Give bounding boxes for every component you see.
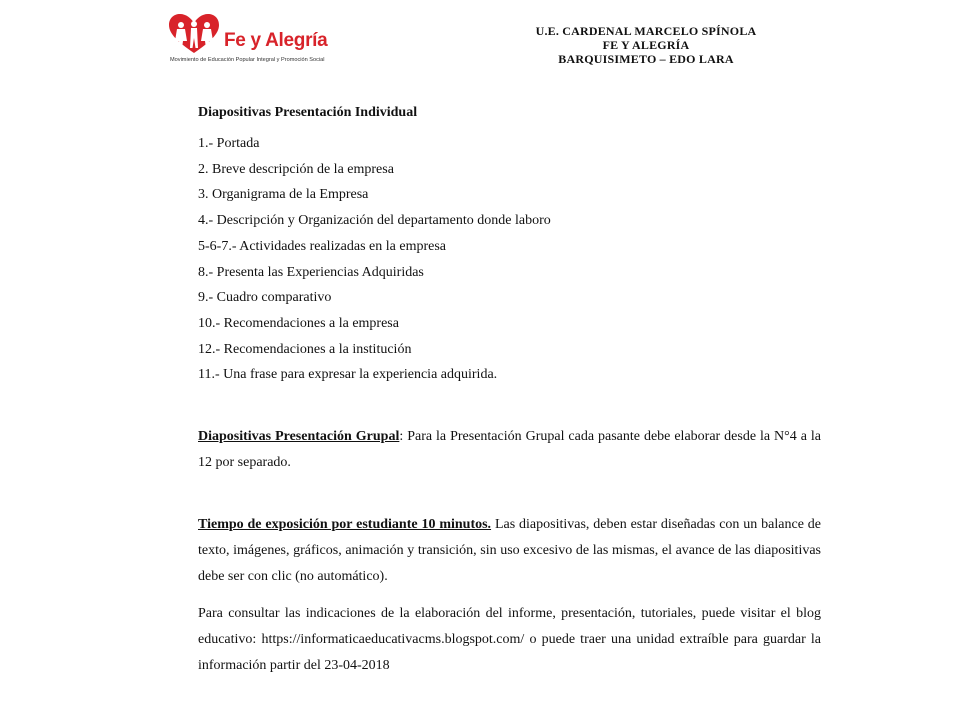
list-item: 11.- Una frase para expresar la experiencia adquirida.	[198, 367, 498, 383]
school-name: U.E. CARDENAL MARCELO SPÍNOLA	[535, 24, 757, 38]
school-network: FE Y ALEGRÍA	[602, 38, 690, 52]
tiempo-text: Las diapositivas, deben estar diseñadas con un balance de texto, imágenes, gráficos, animación y transición, sin uso excesivo de las mismas, el avance de las diapositivas debe ser con clic (no automático).	[198, 517, 821, 584]
school-header	[500, 24, 792, 66]
list-item: 10.- Recomendaciones a la empresa	[198, 315, 399, 331]
grupal-text: : Para la Presentación Grupal cada pasante debe elaborar desde la N°4 a la 12 por separado.	[198, 429, 822, 470]
list-item: 3. Organigrama de la Empresa	[198, 187, 369, 203]
grupal-label: Diapositivas Presentación Grupal	[198, 429, 400, 444]
list-item: 5-6-7.- Actividades realizadas en la empresa	[198, 238, 447, 254]
tiempo-paragraph	[155, 512, 821, 590]
grupal-paragraph	[155, 424, 821, 476]
list-item: 2. Breve descripción de la empresa	[198, 161, 394, 177]
logo-tagline: Movimiento de Educación Popular Integral y Promoción Social	[170, 57, 325, 63]
consulta-paragraph: Para consultar las indicaciones de la elaboración del informe, presentación, tutoriales, puede visitar el blog educativo: https://informaticaeducativacms.blogspot.com/ o puede traer una unidad extraíble para guardar la información partir del 23-04-2018	[198, 606, 821, 673]
hearts-logo-icon	[168, 14, 220, 54]
list-item: 8.- Presenta las Experiencias Adquiridas	[198, 264, 424, 280]
tiempo-label: Tiempo de exposición por estudiante 10 minutos.	[198, 517, 492, 532]
list-item: 9.- Cuadro comparativo	[198, 290, 332, 306]
list-item: 1.- Portada	[198, 136, 260, 151]
list-item: 12.- Recomendaciones a la institución	[198, 341, 412, 357]
slides-list	[198, 131, 551, 388]
fe-y-alegria-logo	[168, 14, 358, 70]
school-location: BARQUISIMETO – EDO LARA	[558, 52, 734, 66]
logo-wordmark: Fe y Alegría	[224, 30, 328, 51]
list-title: Diapositivas Presentación Individual	[198, 105, 418, 120]
list-item: 4.- Descripción y Organización del departamento donde laboro	[198, 213, 551, 229]
